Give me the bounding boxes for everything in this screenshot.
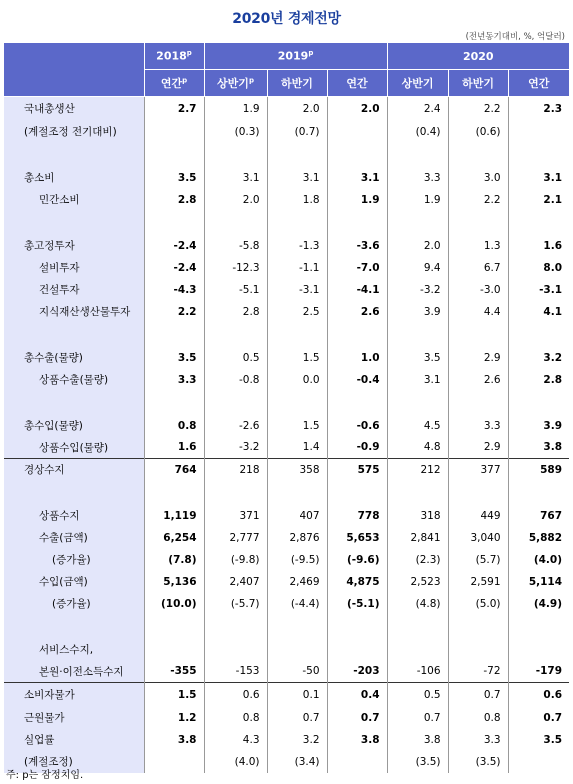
table-cell: 2.0 xyxy=(267,97,327,121)
table-cell: 2.5 xyxy=(267,301,327,323)
table-cell: 2.8 xyxy=(204,301,267,323)
table-cell: 1.9 xyxy=(204,97,267,121)
table-cell: -3.1 xyxy=(508,279,569,301)
table-cell: -1.1 xyxy=(267,257,327,279)
table-row xyxy=(4,527,569,549)
table-cell: (0.6) xyxy=(448,121,508,143)
row-label: 경상수지 xyxy=(4,459,144,481)
table-cell: -355 xyxy=(144,661,204,683)
table-cell xyxy=(387,481,448,505)
table-cell: 0.7 xyxy=(387,707,448,729)
table-cell xyxy=(144,211,204,235)
row-label: 상품수입(물량) xyxy=(4,437,144,459)
table-cell: 3.5 xyxy=(144,347,204,369)
table-cell: 4.8 xyxy=(387,437,448,459)
table-cell xyxy=(327,481,387,505)
table-row xyxy=(4,437,569,459)
table-cell: 1.6 xyxy=(508,235,569,257)
row-label: 설비투자 xyxy=(4,257,144,279)
table-cell: -72 xyxy=(448,661,508,683)
table-cell: 5,114 xyxy=(508,571,569,593)
header-2019-h1 xyxy=(204,70,267,97)
table-cell: (10.0) xyxy=(144,593,204,615)
table-cell: 5,882 xyxy=(508,527,569,549)
row-label: 국내총생산 xyxy=(4,97,144,121)
table-cell: (2.3) xyxy=(387,549,448,571)
table-cell: 8.0 xyxy=(508,257,569,279)
table-cell: 0.7 xyxy=(508,707,569,729)
table-cell: 2.0 xyxy=(327,97,387,121)
table-cell xyxy=(508,391,569,415)
table-cell xyxy=(204,481,267,505)
table-cell: -0.8 xyxy=(204,369,267,391)
table-cell: 0.8 xyxy=(144,415,204,437)
table-cell: -2.6 xyxy=(204,415,267,437)
table-cell xyxy=(144,143,204,167)
table-row xyxy=(4,235,569,257)
table-cell: -4.3 xyxy=(144,279,204,301)
table-row xyxy=(4,347,569,369)
header-2018-p: p xyxy=(186,49,192,58)
table-cell xyxy=(387,615,448,639)
forecast-table xyxy=(4,43,569,773)
table-cell: 3.3 xyxy=(448,415,508,437)
row-label: 민간소비 xyxy=(4,189,144,211)
table-cell: 3.2 xyxy=(508,347,569,369)
row-label: (증가율) xyxy=(4,593,144,615)
table-cell xyxy=(144,639,204,661)
table-row xyxy=(4,729,569,751)
table-row xyxy=(4,571,569,593)
table-cell: -203 xyxy=(327,661,387,683)
table-cell xyxy=(204,391,267,415)
table-row xyxy=(4,121,569,143)
table-cell: -0.9 xyxy=(327,437,387,459)
header-p: p xyxy=(248,76,254,85)
table-cell: 2,469 xyxy=(267,571,327,593)
table-cell: 0.8 xyxy=(448,707,508,729)
table-cell: 0.6 xyxy=(508,683,569,707)
table-cell xyxy=(267,481,327,505)
table-row xyxy=(4,615,569,639)
table-cell xyxy=(448,481,508,505)
header-2019-h2: 하반기 xyxy=(267,70,327,97)
table-cell: 0.0 xyxy=(267,369,327,391)
header-row-years xyxy=(4,43,569,70)
header-2018-annual xyxy=(144,70,204,97)
row-label: 근원물가 xyxy=(4,707,144,729)
table-cell xyxy=(204,143,267,167)
table-cell: 3.5 xyxy=(387,347,448,369)
table-cell xyxy=(267,323,327,347)
table-cell: 1.4 xyxy=(267,437,327,459)
table-cell: 778 xyxy=(327,505,387,527)
table-cell xyxy=(448,639,508,661)
table-cell: (-5.7) xyxy=(204,593,267,615)
table-cell xyxy=(508,121,569,143)
table-cell xyxy=(508,481,569,505)
table-row xyxy=(4,707,569,729)
row-label: 총수출(물량) xyxy=(4,347,144,369)
table-cell: 4.5 xyxy=(387,415,448,437)
table-cell: 1.6 xyxy=(144,437,204,459)
table-cell xyxy=(327,751,387,773)
table-cell xyxy=(327,121,387,143)
table-cell: 6,254 xyxy=(144,527,204,549)
table-cell: 1.3 xyxy=(448,235,508,257)
table-cell: -5.8 xyxy=(204,235,267,257)
table-body xyxy=(4,97,569,773)
table-row xyxy=(4,593,569,615)
table-cell: 2.4 xyxy=(387,97,448,121)
table-cell: (3.5) xyxy=(387,751,448,773)
table-cell: 1.8 xyxy=(267,189,327,211)
table-row xyxy=(4,481,569,505)
table-cell: -3.2 xyxy=(387,279,448,301)
table-cell: 3.8 xyxy=(508,437,569,459)
table-cell xyxy=(448,391,508,415)
table-cell xyxy=(144,751,204,773)
table-cell xyxy=(267,211,327,235)
table-row xyxy=(4,211,569,235)
table-row xyxy=(4,97,569,121)
table-cell: 3.8 xyxy=(144,729,204,751)
table-cell xyxy=(508,143,569,167)
table-cell: 3,040 xyxy=(448,527,508,549)
table-cell: 212 xyxy=(387,459,448,481)
table-cell: 4.1 xyxy=(508,301,569,323)
table-cell: (4.8) xyxy=(387,593,448,615)
row-label: 건설투자 xyxy=(4,279,144,301)
table-cell xyxy=(144,121,204,143)
table-cell: -12.3 xyxy=(204,257,267,279)
table-cell: 3.1 xyxy=(204,167,267,189)
table-cell xyxy=(267,615,327,639)
table-row xyxy=(4,459,569,481)
row-label: 총수입(물량) xyxy=(4,415,144,437)
table-cell: 0.1 xyxy=(267,683,327,707)
table-cell xyxy=(144,391,204,415)
row-label xyxy=(4,391,144,415)
table-row xyxy=(4,639,569,661)
table-cell: 2.7 xyxy=(144,97,204,121)
table-cell: 3.8 xyxy=(387,729,448,751)
table-cell xyxy=(508,639,569,661)
table-cell xyxy=(448,323,508,347)
table-row xyxy=(4,505,569,527)
table-cell: 1.5 xyxy=(144,683,204,707)
table-cell: (4.0) xyxy=(508,549,569,571)
table-cell: 0.7 xyxy=(448,683,508,707)
table-cell: -2.4 xyxy=(144,235,204,257)
row-label: 수입(금액) xyxy=(4,571,144,593)
table-cell: 2.2 xyxy=(448,97,508,121)
row-label xyxy=(4,143,144,167)
table-row xyxy=(4,143,569,167)
table-cell: 2.6 xyxy=(448,369,508,391)
table-row xyxy=(4,391,569,415)
table-cell: -3.1 xyxy=(267,279,327,301)
header-2020-text: 2020 xyxy=(462,49,494,63)
table-cell: 9.4 xyxy=(387,257,448,279)
header-label-cell xyxy=(4,43,144,97)
table-cell: 2.2 xyxy=(448,189,508,211)
table-cell xyxy=(327,143,387,167)
footnote: 주: p는 잠정치임. xyxy=(6,770,84,781)
table-cell: -3.2 xyxy=(204,437,267,459)
table-cell: (4.9) xyxy=(508,593,569,615)
header-2018 xyxy=(144,43,204,70)
row-label xyxy=(4,323,144,347)
table-cell: -179 xyxy=(508,661,569,683)
table-cell: 0.7 xyxy=(267,707,327,729)
table-cell: -2.4 xyxy=(144,257,204,279)
row-label xyxy=(4,615,144,639)
table-cell xyxy=(204,211,267,235)
table-cell: -0.6 xyxy=(327,415,387,437)
table-cell: 3.3 xyxy=(448,729,508,751)
row-label: (계절조정) xyxy=(4,751,144,773)
table-cell: 0.5 xyxy=(387,683,448,707)
table-cell xyxy=(508,323,569,347)
table-cell: 4.3 xyxy=(204,729,267,751)
table-cell: 3.1 xyxy=(508,167,569,189)
table-cell xyxy=(508,211,569,235)
table-cell xyxy=(204,323,267,347)
table-cell xyxy=(144,323,204,347)
table-row xyxy=(4,301,569,323)
table-cell: -50 xyxy=(267,661,327,683)
row-label: 상품수지 xyxy=(4,505,144,527)
table-cell: 1.9 xyxy=(387,189,448,211)
table-cell: 0.8 xyxy=(204,707,267,729)
table-cell: 377 xyxy=(448,459,508,481)
table-cell xyxy=(387,211,448,235)
table-cell: 2.0 xyxy=(387,235,448,257)
table-row xyxy=(4,323,569,347)
table-cell: 2.0 xyxy=(204,189,267,211)
table-cell: 2.9 xyxy=(448,347,508,369)
row-label: 서비스수지, xyxy=(4,639,144,661)
table-cell: 3.0 xyxy=(448,167,508,189)
table-row xyxy=(4,167,569,189)
header-2019-p: p xyxy=(308,49,314,58)
row-label: 본원·이전소득수지 xyxy=(4,661,144,683)
table-cell: (-9.5) xyxy=(267,549,327,571)
header-2019-annual: 연간 xyxy=(327,70,387,97)
table-cell: 449 xyxy=(448,505,508,527)
table-cell: 1.2 xyxy=(144,707,204,729)
table-cell: (3.4) xyxy=(267,751,327,773)
table-cell: -0.4 xyxy=(327,369,387,391)
table-cell: 0.7 xyxy=(327,707,387,729)
header-p: p xyxy=(182,76,188,85)
header-2018-text: 2018 xyxy=(156,49,187,63)
row-label: 총고정투자 xyxy=(4,235,144,257)
table-cell: 3.5 xyxy=(508,729,569,751)
table-cell: 0.5 xyxy=(204,347,267,369)
row-label: (계절조정 전기대비) xyxy=(4,121,144,143)
table-row xyxy=(4,683,569,707)
table-cell xyxy=(327,639,387,661)
table-cell: 2.2 xyxy=(144,301,204,323)
table-row xyxy=(4,189,569,211)
table-cell: 318 xyxy=(387,505,448,527)
table-cell: (4.0) xyxy=(204,751,267,773)
table-cell xyxy=(387,143,448,167)
table-cell: (0.7) xyxy=(267,121,327,143)
table-cell: (0.3) xyxy=(204,121,267,143)
row-label: 실업률 xyxy=(4,729,144,751)
row-label: 총소비 xyxy=(4,167,144,189)
table-cell: (-9.8) xyxy=(204,549,267,571)
table-cell: -3.0 xyxy=(448,279,508,301)
table-cell xyxy=(204,615,267,639)
table-cell: 3.9 xyxy=(387,301,448,323)
table-cell: (-4.4) xyxy=(267,593,327,615)
row-label: (증가율) xyxy=(4,549,144,571)
header-h1-text: 상반기 xyxy=(217,77,249,90)
table-cell: 3.9 xyxy=(508,415,569,437)
table-cell: 371 xyxy=(204,505,267,527)
table-cell: -7.0 xyxy=(327,257,387,279)
table-cell: -106 xyxy=(387,661,448,683)
table-cell xyxy=(204,639,267,661)
table-cell: 767 xyxy=(508,505,569,527)
table-cell: 0.6 xyxy=(204,683,267,707)
table-row xyxy=(4,369,569,391)
header-2020 xyxy=(387,43,569,70)
table-cell: 3.8 xyxy=(327,729,387,751)
table-cell: 6.7 xyxy=(448,257,508,279)
unit-note: (전년동기대비, %, 억달러) xyxy=(465,32,565,42)
table-cell: 2.8 xyxy=(508,369,569,391)
table-cell xyxy=(327,211,387,235)
header-2020-h2: 하반기 xyxy=(448,70,508,97)
table-cell: 1.9 xyxy=(327,189,387,211)
table-cell: (-5.1) xyxy=(327,593,387,615)
table-cell xyxy=(144,615,204,639)
table-cell: 3.1 xyxy=(387,369,448,391)
header-2019 xyxy=(204,43,387,70)
row-label: 수출(금액) xyxy=(4,527,144,549)
table-cell: -153 xyxy=(204,661,267,683)
table-cell: 2.6 xyxy=(327,301,387,323)
table-cell: 3.3 xyxy=(144,369,204,391)
table-cell: -5.1 xyxy=(204,279,267,301)
table-cell: 2.3 xyxy=(508,97,569,121)
table-cell: 2,407 xyxy=(204,571,267,593)
table-cell xyxy=(327,615,387,639)
table-cell xyxy=(387,639,448,661)
table-cell: 218 xyxy=(204,459,267,481)
table-cell: (-9.6) xyxy=(327,549,387,571)
table-row xyxy=(4,661,569,683)
table-row xyxy=(4,549,569,571)
table-row xyxy=(4,279,569,301)
header-2020-annual: 연간 xyxy=(508,70,569,97)
table-cell xyxy=(387,323,448,347)
table-cell: 5,653 xyxy=(327,527,387,549)
table-cell: 2,841 xyxy=(387,527,448,549)
table-cell: 2.8 xyxy=(144,189,204,211)
table-cell: 3.1 xyxy=(267,167,327,189)
row-label xyxy=(4,481,144,505)
table-cell: (7.8) xyxy=(144,549,204,571)
table-cell xyxy=(267,639,327,661)
table-cell: 3.2 xyxy=(267,729,327,751)
header-2019-text: 2019 xyxy=(277,49,309,63)
table-cell: (5.0) xyxy=(448,593,508,615)
header-2020-h1: 상반기 xyxy=(387,70,448,97)
table-cell: 1,119 xyxy=(144,505,204,527)
table-cell: 5,136 xyxy=(144,571,204,593)
table-cell: 1.5 xyxy=(267,347,327,369)
table-cell xyxy=(327,323,387,347)
table-cell: 2.1 xyxy=(508,189,569,211)
row-label: 상품수출(물량) xyxy=(4,369,144,391)
table-cell: 764 xyxy=(144,459,204,481)
table-cell xyxy=(508,751,569,773)
table-cell xyxy=(267,391,327,415)
table-cell: -1.3 xyxy=(267,235,327,257)
table-cell xyxy=(508,615,569,639)
table-cell xyxy=(267,143,327,167)
header-annual-text: 연간 xyxy=(160,77,183,90)
table-cell: 1.5 xyxy=(267,415,327,437)
table-cell: 407 xyxy=(267,505,327,527)
table-cell: 3.3 xyxy=(387,167,448,189)
table-cell: -4.1 xyxy=(327,279,387,301)
table-cell: (5.7) xyxy=(448,549,508,571)
table-row xyxy=(4,257,569,279)
table-cell: 2,876 xyxy=(267,527,327,549)
table-cell xyxy=(144,481,204,505)
table-cell xyxy=(327,391,387,415)
row-label xyxy=(4,211,144,235)
table-row xyxy=(4,751,569,773)
table-cell: 575 xyxy=(327,459,387,481)
table-cell: 4.4 xyxy=(448,301,508,323)
table-cell: -3.6 xyxy=(327,235,387,257)
table-cell: 1.0 xyxy=(327,347,387,369)
row-label: 소비자물가 xyxy=(4,683,144,707)
table-cell xyxy=(448,211,508,235)
table-cell xyxy=(448,143,508,167)
row-label: 지식재산생산물투자 xyxy=(4,301,144,323)
table-cell: (3.5) xyxy=(448,751,508,773)
table-cell: 4,875 xyxy=(327,571,387,593)
table-row xyxy=(4,415,569,437)
table-cell: 2.9 xyxy=(448,437,508,459)
page-title: 2020년 경제전망 xyxy=(232,11,341,27)
table-cell: 589 xyxy=(508,459,569,481)
table-cell: 3.5 xyxy=(144,167,204,189)
table-cell: 358 xyxy=(267,459,327,481)
table-cell xyxy=(387,391,448,415)
table-cell xyxy=(448,615,508,639)
table-cell: 2,591 xyxy=(448,571,508,593)
table-cell: 3.1 xyxy=(327,167,387,189)
table-cell: (0.4) xyxy=(387,121,448,143)
table-cell: 2,777 xyxy=(204,527,267,549)
table-cell: 2,523 xyxy=(387,571,448,593)
table-cell: 0.4 xyxy=(327,683,387,707)
